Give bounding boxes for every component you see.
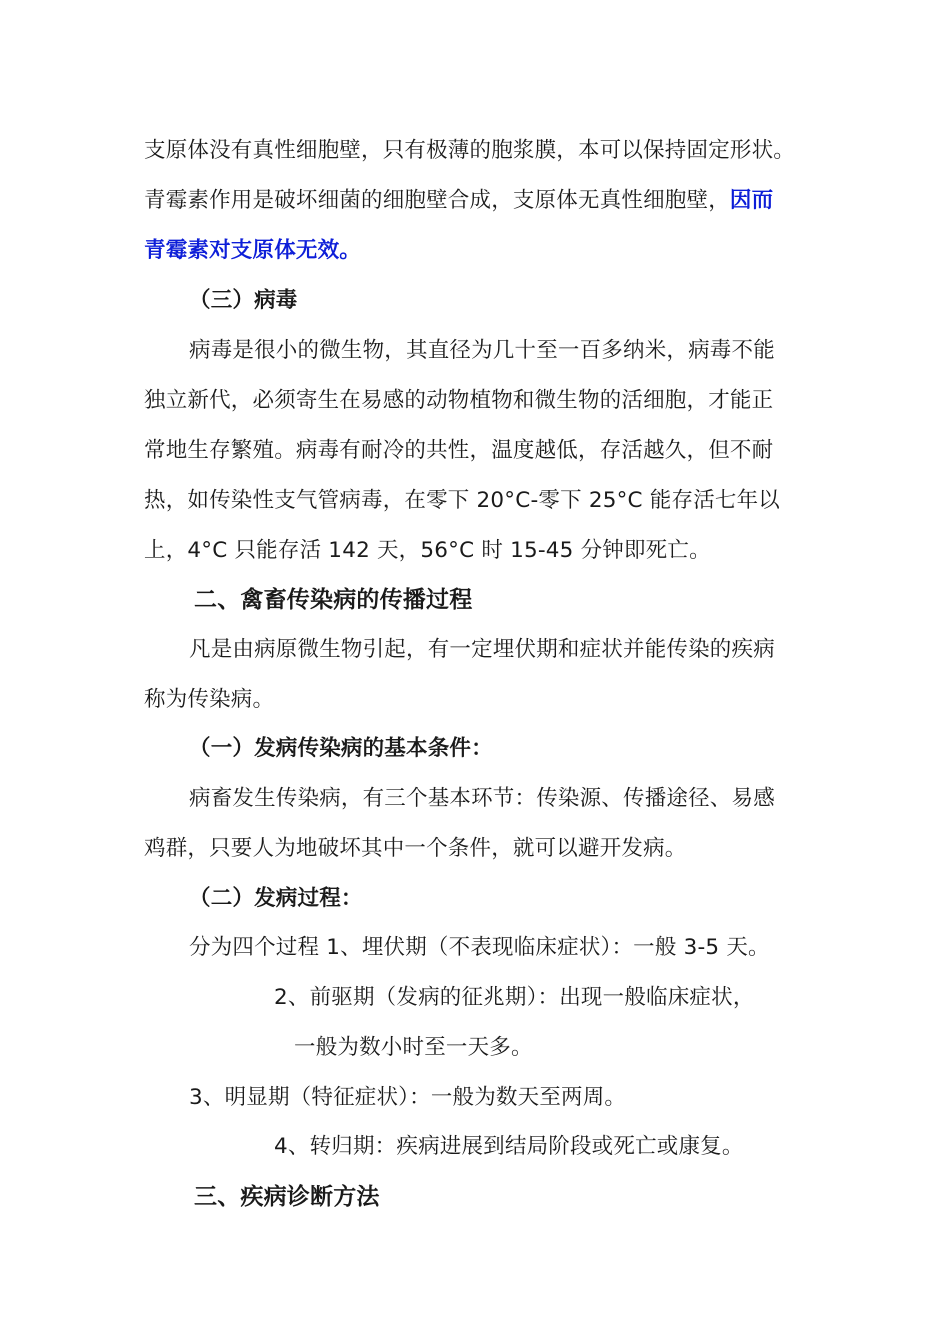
highlighted-text: 因而 xyxy=(729,188,774,213)
paragraph-line: 病毒是很小的微生物，其直径为几十至一百多纳米，病毒不能 xyxy=(189,338,775,363)
subheading-process: （二）发病过程： xyxy=(189,886,363,911)
paragraph-line: 凡是由病原微生物引起，有一定埋伏期和症状并能传染的疾病 xyxy=(189,637,775,662)
stage-line: 2、前驱期（发病的征兆期）：出现一般临床症状， xyxy=(274,985,755,1010)
paragraph-line: 独立新代，必须寄生在易感的动物植物和微生物的活细胞，才能正 xyxy=(144,388,774,413)
subheading-conditions: （一）发病传染病的基本条件： xyxy=(189,736,493,761)
paragraph-line: 上，4°C 只能存活 142 天，56°C 时 15-45 分钟即死亡。 xyxy=(144,538,711,563)
paragraph-line: 鸡群，只要人为地破坏其中一个条件，就可以避开发病。 xyxy=(144,836,687,861)
paragraph-line xyxy=(144,186,773,216)
paragraph-line: 热，如传染性支气管病毒，在零下 20°C-零下 25°C 能存活七年以 xyxy=(144,488,781,513)
stage-line: 4、转归期：疾病进展到结局阶段或死亡或康复。 xyxy=(274,1134,744,1159)
highlighted-line: 青霉素对支原体无效。 xyxy=(144,238,362,263)
section-heading-diagnosis: 三、疾病诊断方法 xyxy=(194,1184,380,1210)
stage-line: 一般为数小时至一天多。 xyxy=(294,1035,533,1060)
paragraph-line: 称为传染病。 xyxy=(144,687,275,712)
paragraph-text: 青霉素作用是破坏细菌的细胞壁合成，支原体无真性细胞壁， xyxy=(144,188,730,213)
section-heading-transmission: 二、禽畜传染病的传播过程 xyxy=(194,587,473,613)
subheading-virus: （三）病毒 xyxy=(189,288,298,313)
paragraph-line: 常地生存繁殖。病毒有耐冷的共性，温度越低，存活越久，但不耐 xyxy=(144,438,774,463)
stage-line: 分为四个过程 1、埋伏期（不表现临床症状）：一般 3-5 天。 xyxy=(189,935,770,960)
paragraph-line: 病畜发生传染病，有三个基本环节：传染源、传播途径、易感 xyxy=(189,786,775,811)
stage-line: 3、明显期（特征症状）：一般为数天至两周。 xyxy=(189,1085,627,1110)
paragraph-line: 支原体没有真性细胞壁，只有极薄的胞浆膜，本可以保持固定形状。 xyxy=(144,138,796,163)
